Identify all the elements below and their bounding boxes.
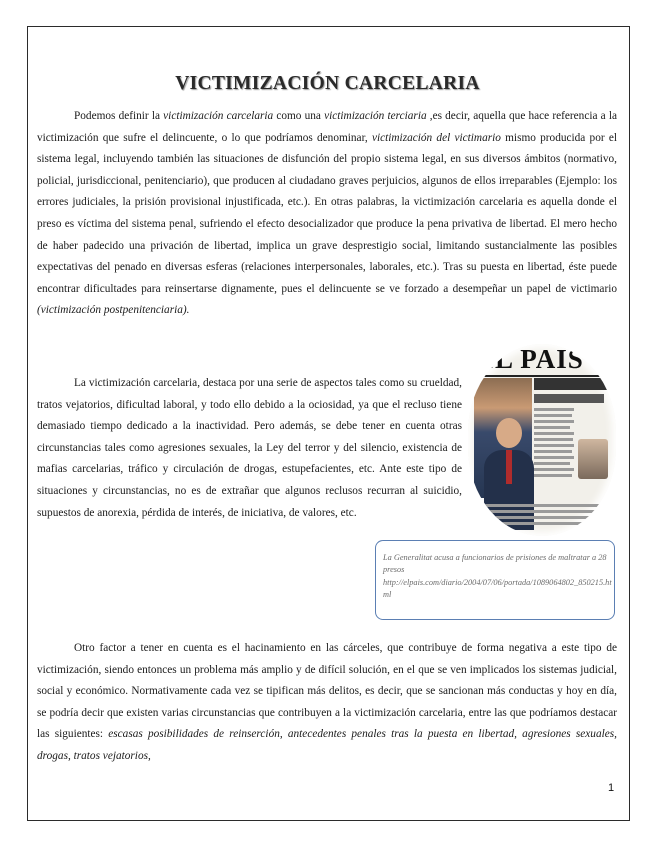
- subheadline-block: [534, 394, 604, 403]
- text-segment: Podemos definir la: [74, 110, 164, 122]
- text-segment: La victimización carcelaria, destaca por una serie de aspectos tales como su crueldad, tratos vejatorios, dificultad laboral, y todo ello debido a la ociosidad, ya que el recluso tiene demasiado tiempo dedicado a la inactividad. Pero además, se debe tener en cuenta otras circunstancias tales como agresiones sexuales, la Ley del terror y del silencio, existencia de mafias carcelarias, tráfico y circulación de drogas, estupefacientes, etc. Ante este tipo de situaciones y circunstancias, no es de extrañar que algunos reclusos recurran al suicidio, supuestos de anorexia, pérdida de interés, de iniciativa, de valores, etc.: [37, 377, 462, 519]
- text-segment: Otro factor a tener en cuenta es el hacinamiento en las cárceles, que contribuye de forma negativa a este tipo de victimización, siendo entonces un problema más amplio y de difícil solución, en el que se ven implicados los sistemas judicial, social y económico. Normativamente cada vez se tipifican más delitos, es decir, que se sancionan más conductas y hoy en día, se podría decir que existen varias circunstancias que contribuyen a la victimización carcelaria, entre las que podríamos destacar las siguientes:: [37, 642, 617, 741]
- page-number: 1: [608, 782, 615, 794]
- inset-photo: [578, 439, 608, 479]
- text-segment: victimización carcelaria: [163, 110, 274, 122]
- text-segment: escasas posibilidades de reinserción, antecedentes penales tras la puesta en libertad, agresiones sexuales, drogas, tratos vejatorios,: [37, 728, 617, 762]
- front-page-photo: [474, 378, 532, 498]
- document-title: VICTIMIZACIÓN CARCELARIA: [175, 73, 480, 94]
- paragraph-2-text: [37, 377, 462, 519]
- caption-title: La Generalitat acusa a funcionarios de prisiones de maltratar a 28 presos: [383, 553, 607, 574]
- newspaper-masthead: EL PAIS: [476, 344, 584, 374]
- text-segment: ,es decir, aquella que hace referencia a la victimización que sufre el delincuente, o lo que podríamos denominar,: [37, 110, 617, 144]
- paragraph-2: [37, 373, 462, 524]
- text-segment: (victimización postpenitenciaria).: [37, 304, 190, 317]
- paragraph-3: [37, 638, 617, 768]
- text-segment: mismo producida por el sistema legal, incluyendo también las situaciones de disfunción del propio sistema legal, en sus diversos ámbitos (normativo, policial, jurisdiccional, penitenciario), que producen al ciudadano graves perjuicios, algunos de ellos irreparables (Ejemplo: los errores judiciales, la prisión provisional injustificada, etc.). En otras palabras, la victimización carcelaria es aquella donde el preso es víctima del sistema penal, sufriendo el efecto desocializador que produce la pena privativa de libertad. El mero hecho de haber padecido una privación de libertad, implica un grave desprestigio social, limitando sustancialmente las posibles expectativas del penado en diversas esferas (relaciones interpersonales, laborales, etc.). Tras su puesta en libertad, éste puede encontrar dificultades para reinsertarse dignamente, pues el delincuente se ve forzado a desempeñar un papel de victimario: [37, 131, 618, 295]
- caption-url[interactable]: http://elpais.com/diario/2004/07/06/portada/1089064802_850215.html: [383, 578, 612, 599]
- text-segment: victimización terciaria: [324, 110, 427, 122]
- masthead-rule: [468, 375, 616, 377]
- newspaper-image: [468, 344, 616, 536]
- text-segment: victimización del victimario: [371, 131, 501, 144]
- text-segment: como una: [273, 110, 325, 122]
- paragraph-3-text: [37, 642, 617, 762]
- headline-block: [534, 378, 610, 390]
- paragraph-1-text: [37, 110, 617, 316]
- paragraph-1: [37, 106, 617, 322]
